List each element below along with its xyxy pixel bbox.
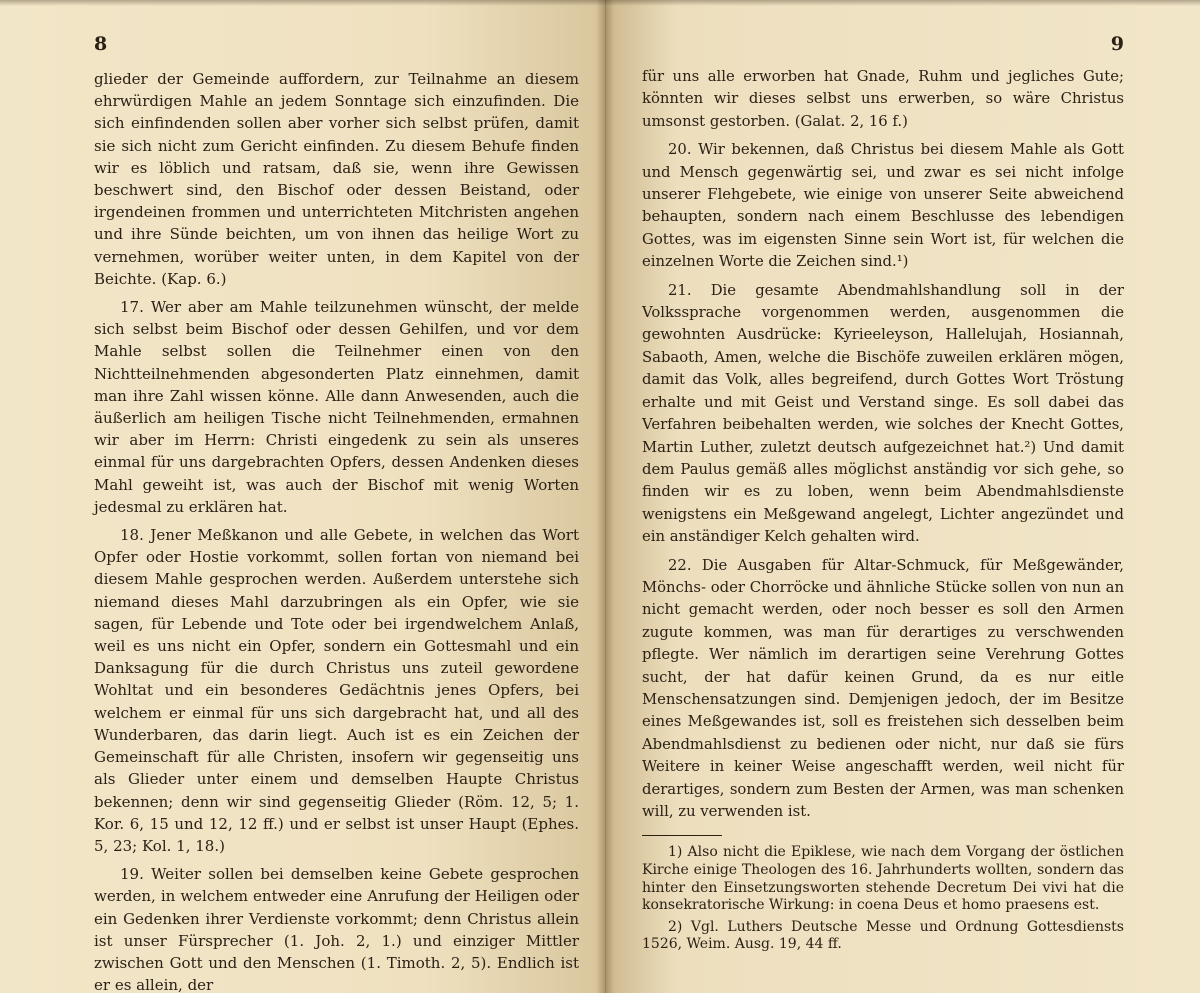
paragraph-19: 19. Weiter sollen bei demselben keine Gebete gesprochen werden, in welchem entweder eine Anrufung der Heiligen oder ein Gedenken ihrer Verdienste vorkommt; denn Christus allein ist unser Fürsprecher (1. Joh. 2, 1.) und einziger Mittler zwischen Gott und den Menschen (1. Timoth. 2, 5). Endlich ist er es allein, der <box>94 865 579 993</box>
paragraph-17: 17. Wer aber am Mahle teilzunehmen wünscht, der melde sich selbst beim Bischof oder dessen Gehilfen, und vor dem Mahle selbst sollen die Teilnehmer einen von den Nichtteilnehmenden abgesonderten Platz einnehmen, damit man ihre Zahl wissen könne. Alle dann Anwesenden, auch die äußerlich am heiligen Tische nicht Teilnehmenden, ermahnen wir aber im Herrn: Christi eingedenk zu sein als unseres einmal für uns dargebrachten Opfers, dessen Andenken dieses Mahl geweiht ist, was auch der Bischof mit wenig Worten jedesmal zu erklären hat. <box>94 298 579 516</box>
page-number-left: 8 <box>94 33 108 55</box>
paragraph-22: 22. Die Ausgaben für Altar-Schmuck, für Meßgewänder, Mönchs- oder Chorröcke und ähnliche Stücke sollen von nun an nicht gemacht werden, oder noch besser es soll den Armen zugute kommen, was man für derartiges zu verschwenden pflegte. Wer nämlich im derartigen seine Verehrung Gottes sucht, der hat dafür keinen Grund, da es nur eitle Menschensatzungen sind. Demjenigen jedoch, der im Besitze eines Meßgewandes ist, soll es freistehen sich desselben beim Abendmahlsdienst zu bedienen oder nicht, nur daß sie fürs Weitere in keiner Weise angeschafft werden, weil nicht für derartiges, sondern zum Besten der Armen, was man schenken will, zu verwenden ist. <box>642 556 1124 820</box>
paragraph-21: 21. Die gesamte Abendmahlshandlung soll in der Volkssprache vorgenommen werden, ausgenommen die gewohnten Ausdrücke: Kyrieeleyson, Hallelujah, Hosiannah, Sabaoth, Amen, welche die Bischöfe zuweilen erklären mögen, damit das Volk, alles begreifend, durch Gottes Wort Tröstung erhalte und mit Geist und Verstand singe. Es soll dabei das Verfahren beibehalten werden, wie solches der Knecht Gottes, Martin Luther, zuletzt deutsch aufgezeichnet hat.²) Und damit dem Paulus gemäß alles möglichst anständig vor sich gehe, so finden wir es zu loben, wenn beim Abendmahlsdienste wenigstens ein Meßgewand angelegt, Lichter angezündet und ein anständiger Kelch gehalten wird. <box>642 281 1124 546</box>
paragraph-continuation: glieder der Gemeinde auffordern, zur Teilnahme an diesem ehrwürdigen Mahle an jedem Sonntage sich einzufinden. Die sich einfindenden sollen aber vorher sich selbst prüfen, damit sie sich nicht zum Gericht einfinden. Zu diesem Behufe finden wir es löblich und ratsam, daß sie, wenn ihre Gewissen beschwert sind, den Bischof oder dessen Beistand, oder irgendeinen frommen und unterrichteten Mitchristen angehen und ihre Sünde beichten, um von ihnen das heilige Wort zu vernehmen, worüber weiter unten, in dem Kapitel von der Beichte. (Kap. 6.) <box>94 70 579 288</box>
right-page <box>605 0 1200 993</box>
page-number-right: 9 <box>1110 33 1124 55</box>
paragraph-continuation-right: für uns alle erworben hat Gnade, Ruhm und jegliches Gute; könnten wir dieses selbst uns erwerben, so wäre Christus umsonst gestorben. (Galat. 2, 16 f.) <box>642 68 1124 130</box>
paragraph-20: 20. Wir bekennen, daß Christus bei diesem Mahle als Gott und Mensch gegenwärtig sei, und zwar es sei nicht infolge unserer Flehgebete, wie einige von unserer Seite abweichend behaupten, sondern nach einem Beschlusse des lebendigen Gottes, was im eigensten Sinne sein Wort ist, für welchen die einzelnen Worte die Zeichen sind.¹) <box>642 141 1124 271</box>
footnote-divider <box>642 835 722 836</box>
footnote-1: 1) Also nicht die Epiklese, wie nach dem Vorgang der östlichen Kirche einige Theologen des 16. Jahrhunderts wollten, sondern das hinter den Einsetzungsworten stehende Decretum Dei vivi hat die konsekratorische Wirkung: in coena Deus et homo praesens est. <box>642 844 1124 914</box>
paragraph-18: 18. Jener Meßkanon und alle Gebete, in welchen das Wort Opfer oder Hostie vorkommt, sollen fortan von niemand bei diesem Mahle gesprochen werden. Außerdem unterstehe sich niemand dieses Mahl darzubringen als ein Opfer, wie sie sagen, für Lebende und Tote oder bei irgendwelchem Anlaß, weil es uns nicht ein Opfer, sondern ein Gottesmahl und ein Danksagung für die durch Christus uns zuteil gewordene Wohltat und ein besonderes Gedächtnis jenes Opfers, bei welchem er einmal für uns sich dargebracht hat, und all des Wunderbaren, das darin liegt. Auch ist es ein Zeichen der Gemeinschaft für alle Christen, insofern wir gegenseitig uns als Glieder unter einem und demselben Haupte Christus bekennen; denn wir sind gegenseitig Glieder (Röm. 12, 5; 1. Kor. 6, 15 und 12, 12 ff.) und er selbst ist unser Haupt (Ephes. 5, 23; Kol. 1, 18.) <box>94 526 579 855</box>
footnote-2: 2) Vgl. Luthers Deutsche Messe und Ordnung Gottesdiensts 1526, Weim. Ausg. 19, 44 ff. <box>642 918 1124 953</box>
